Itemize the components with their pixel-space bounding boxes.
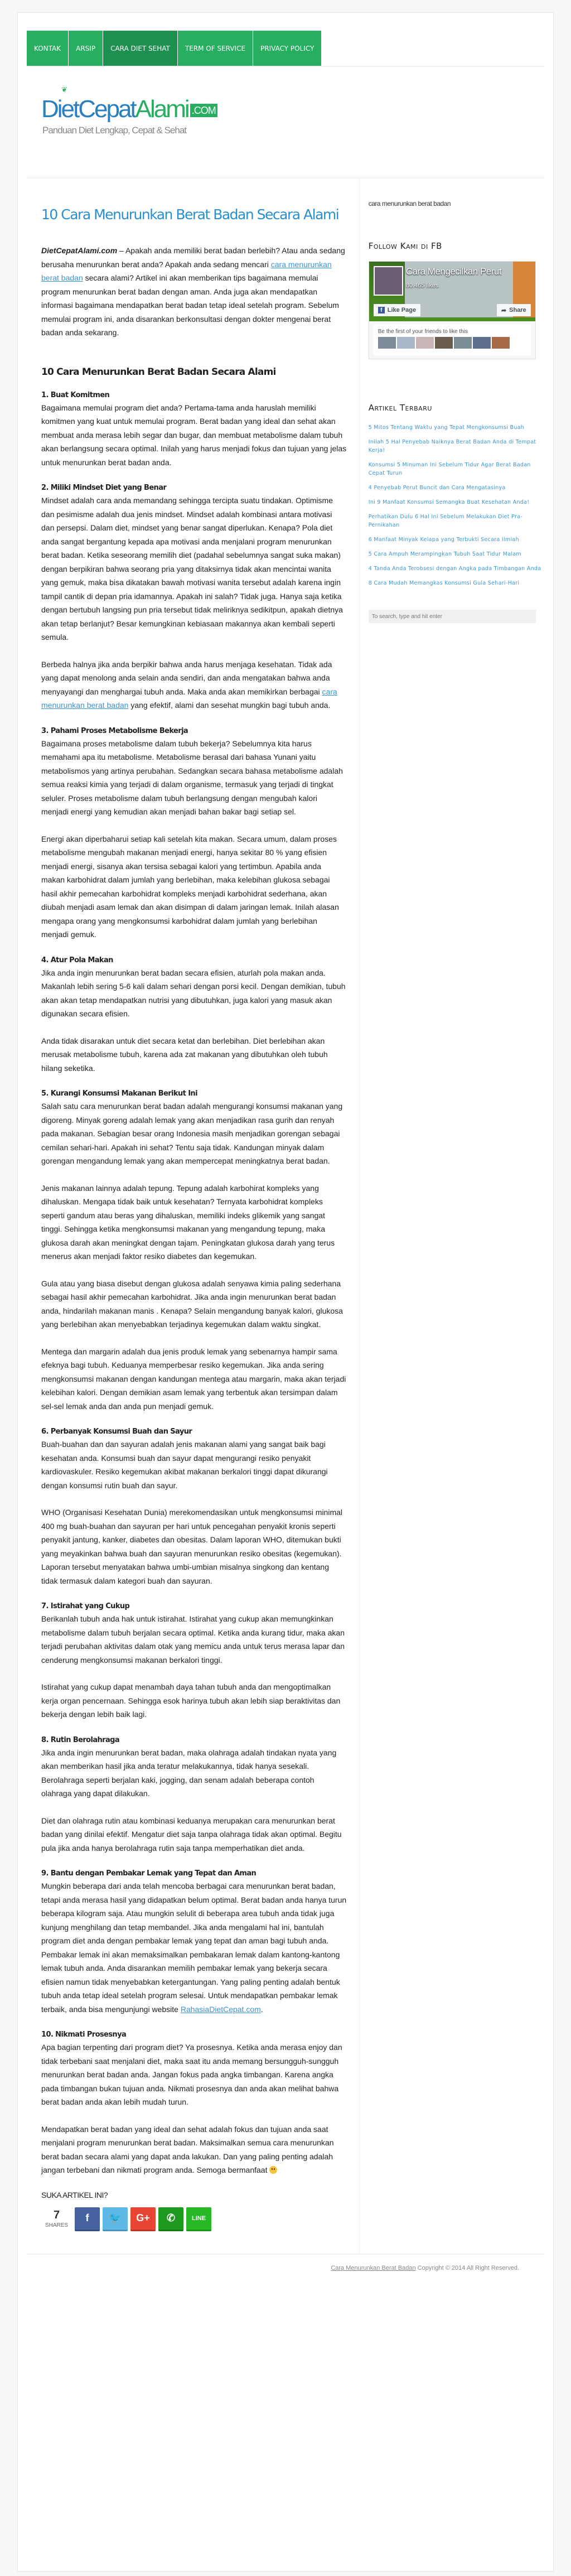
paragraph-text: Bagaimana memulai program diet anda? Pertama-tama anda haruslah memiliki komitmen yang kuat untuk memulai program. Berat badan yang ideal dan sehat akan membuat anda merasa lebih segar dan bugar, dan membuat metabolisme dalam tubuh akan berlangsung secara optimal. Inilah yang harus menjadi fokus dan tujuan yang jelas untuk menurunkan berat badan anda. [41, 403, 347, 467]
main-content [27, 179, 360, 2254]
inline-link[interactable]: cara menurunkan berat badan [41, 259, 332, 282]
google-plus-share-button[interactable] [130, 2207, 156, 2231]
sidebar-keyword: cara menurunkan berat badan [368, 200, 451, 208]
recent-article-item [369, 483, 544, 491]
paragraph [41, 1746, 347, 1801]
paragraph-text: Apa bagian terpenting dari program diet? Ya prosesnya. Ketika anda merasa enjoy dan tidak terbebani saat menjalani diet, maka saat itu anda memang bersungguh-sungguh menurunkan berat badan anda. Jangan fokus pada angka timbangan. Karena angka pada timbangan bukan tujuan anda. Nikmati prosesnya dan anda akan melihat bahwa berat badan anda akan lebih mudah turun. [41, 2043, 342, 2106]
inline-link[interactable]: RahasiaDietCepat.com [180, 2004, 261, 2014]
recent-article-item [369, 498, 544, 506]
paragraph-text: secara alami? Artikel ini akan memberikan tips bagaimana memulai program menurunkan berat badan dengan aman. Anda juga akan mendapatkan informasi bagaimana mendapatkan berat badan tetap ideal setelah program. Sebelum memulai program ini, anda disarankan berkonsultasi dengan dokter mengenai berat badan anda sekarang. [41, 273, 339, 337]
friend-avatar[interactable] [454, 337, 472, 349]
share-count-label: SHARES [45, 2222, 69, 2228]
paragraph [41, 1680, 347, 1721]
paragraph-text: Mentega dan margarin adalah dua jenis produk lemak yang sebenarnya hampir sama efeknya bagi tubuh. Keduanya memperbesar resiko kegemukan. Jika anda sering mengkonsumsi makanan dengan kandungan mentega atau margarin, maka akan terjadi kelebihan kalori. Dengan demikian asam lemak yang terbentuk akan tersimpan dalam sel-sel lemak anda dan anda pun menjadi gemuk. [41, 1347, 346, 1411]
friend-avatar[interactable] [492, 337, 510, 349]
line-icon: LINE [191, 2215, 206, 2222]
section-heading: 10. Nikmati Prosesnya [41, 2030, 127, 2039]
fb-like-page-button[interactable] [374, 304, 420, 316]
share-label: SUKA ARTIKEL INI? [41, 2190, 108, 2199]
search-input[interactable] [369, 610, 536, 623]
recent-article-link[interactable]: 5 Cara Ampuh Merampingkan Tubuh Saat Tidur Malam [368, 551, 521, 557]
nav-item-arsip[interactable]: ARSIP [69, 31, 103, 66]
fb-friend-faces [378, 337, 526, 349]
share-arrow-icon: ➦ [501, 307, 507, 314]
paragraph-text: Mendapatkan berat badan yang ideal dan sehat adalah fokus dan tujuan anda saat menjalani program menurunkan berat badan. Maksimalkan semua cara menurunkan berat badan secara alami yang dapat anda lakukan. Dan yang paling penting adalah jangan terbebani dan nikmati program anda. Semoga bermanfaat [41, 2124, 334, 2174]
recent-article-link[interactable]: 8 Cara Mudah Memangkas Konsumsi Gula Sehari-Hari [368, 580, 520, 586]
friend-avatar[interactable] [473, 337, 491, 349]
whatsapp-share-button[interactable] [158, 2207, 183, 2231]
paragraph-text: Salah satu cara menurunkan berat badan adalah mengurangi konsumsi makanan yang digoreng. Minyak goreng adalah lemak yang akan menjadikan rasa gurih dan renyah pada makanan. Sebagian besar orang Indonesia masih menjadikan gorengan sebagai cemilan sehari-hari. Apakah ini sehat? Tentu saja tidak. Kandungan minyak dalam gorengan mengandung lemak yang akan mempercepat meningkatnya berat badan. [41, 1102, 343, 1165]
recent-article-item [369, 460, 544, 477]
recent-article-link[interactable]: 4 Tanda Anda Terobsesi dengan Angka pada Timbangan Anda [368, 566, 541, 572]
paragraph [41, 401, 347, 470]
recent-articles-list [369, 423, 544, 587]
fb-widget-title: Follow Kami di FB [368, 241, 442, 251]
logo-name-part1: DietCepat [41, 95, 136, 123]
paragraph [41, 2040, 347, 2109]
paragraph [41, 244, 347, 340]
google-plus-icon: G+ [136, 2212, 150, 2223]
nav-item-cara-diet-sehat[interactable]: CARA DIET SEHAT [103, 31, 178, 66]
footer [27, 2254, 544, 2292]
logo-name-part2: Alami [135, 95, 188, 123]
recent-article-item [369, 549, 544, 558]
paragraph [41, 1879, 347, 2016]
section-heading: 4. Atur Pola Makan [41, 956, 113, 964]
fb-page-name[interactable]: Cara Mengecilkan Perut [405, 266, 502, 277]
nav-item-term-of-service[interactable]: TERM OF SERVICE [178, 31, 253, 66]
recent-article-item [369, 512, 544, 529]
friend-avatar[interactable] [397, 337, 415, 349]
facebook-icon: f [378, 307, 385, 313]
share-count [41, 2208, 72, 2230]
section-heading: 9. Bantu dengan Pembakar Lemak yang Tepat dan Aman [41, 1869, 257, 1878]
paragraph-text: WHO (Organisasi Kesehatan Dunia) merekomendasikan untuk mengkonsumsi minimal 400 mg buah-buahan dan sayuran per hari untuk pencegahan penyakit kronis seperti penyakit jantung, kanker, diabetes dan obesitas. Dalam laporan WHO, ditemukan bukti yang meyakinkan bahwa buah dan sayuran menurunkan resiko obesitas (kegemukan). Laporan tersebut menyatakan bahwa umbi-umbian misalnya singkong dan kentang tidak termasuk dalam kategori buah dan sayuran. [41, 1508, 343, 1585]
paragraph [41, 2122, 347, 2177]
recent-article-link[interactable]: 6 Manfaat Minyak Kelapa yang Terbukti Secara Ilmiah [368, 537, 519, 543]
fb-like-label: Like Page [387, 307, 417, 313]
whatsapp-icon: ✆ [166, 2212, 176, 2223]
recent-article-item [369, 578, 544, 587]
sidebar [360, 179, 544, 2254]
page-container [17, 12, 554, 2572]
paragraph [41, 737, 347, 819]
fb-page-avatar[interactable] [374, 266, 403, 296]
paragraph-text: Berikanlah tubuh anda hak untuk istirahat. Istirahat yang cukup akan memungkinkan metabolisme dalam tubuh berjalan secara optimal. Ketika anda kurang tidur, maka akan terjadi perubahan aktivitas dalam otak yang memicu anda untuk terus merasa lapar dan cenderung mengkonsumsi makanan berkalori tinggi. [41, 1614, 345, 1665]
paragraph-text: yang efektif, alami dan sesehat mungkin bagi tubuh anda. [128, 701, 331, 710]
paragraph-text: – Apakah anda memiliki berat badan berlebih? Atau anda sedang berusaha menurunkan berat anda? Apakah anda sedang mencari [41, 246, 345, 269]
section-heading: 2. Miliki Mindset Diet yang Benar [41, 484, 167, 492]
smiley-icon [269, 2166, 277, 2174]
friend-avatar[interactable] [435, 337, 453, 349]
paragraph [41, 1034, 347, 1075]
fb-friends-box [374, 324, 531, 355]
recent-article-link[interactable]: Konsumsi 5 Minuman Ini Sebelum Tidur Agar Berat Badan Cepat Turun [368, 462, 531, 476]
paragraph [41, 1181, 347, 1263]
article-body [41, 244, 347, 2177]
fb-share-label: Share [509, 307, 526, 313]
section-heading: 3. Pahami Proses Metabolisme Bekerja [41, 726, 188, 735]
section-heading: 6. Perbanyak Konsumsi Buah dan Sayur [41, 1427, 192, 1436]
recent-article-item [369, 437, 544, 454]
logo-com: .COM [190, 104, 217, 117]
recent-article-item [369, 535, 544, 543]
recent-articles-title: Artikel Terbaru [368, 403, 432, 413]
paragraph [41, 1612, 347, 1667]
logo-wordmark [41, 86, 217, 124]
inline-link[interactable]: cara menurunkan berat badan [41, 687, 337, 710]
recent-article-link[interactable]: Perhatikan Dulu 6 Hal Ini Sebelum Melakukan Diet Pra-Pernikahan [368, 514, 523, 528]
paragraph-text: Istirahat yang cukup dapat menambah daya tahan tubuh anda dan mengoptimalkan kerja organ pencernaan. Sehingga esok harinya tubuh akan lebih siap beraktivitas dan bekerja dengan lebih baik lagi. [41, 1682, 341, 1719]
paragraph-text: Jika anda ingin menurunkan berat badan, maka olahraga adalah tindakan nyata yang akan memberikan hasil jika anda teratur melakukannya, tidak hanya sesekali. Berolahraga seperti berjalan kaki, jogging, dan senam adalah beberapa contoh olahraga yang dapat dilakukan. [41, 1748, 337, 1798]
paragraph-text: Jika anda ingin menurunkan berat badan secara efisien, aturlah pola makan anda. Makanlah lebih sering 5-6 kali dalam sehari dengan porsi kecil. Dengan demikian, tubuh akan akan tetap mendapatkan nutrisi yang dibutuhkan, juga kalori yang masuk akan digunakan secara efisien. [41, 968, 346, 1018]
fb-friends-text: Be the first of your friends to like this [378, 329, 468, 335]
site-name-emphasis: DietCepatAlami.com [41, 246, 118, 255]
friend-avatar[interactable] [416, 337, 434, 349]
recent-article-item [369, 423, 544, 431]
paragraph-text: Mungkin beberapa dari anda telah mencoba berbagai cara menurunkan berat badan, tetapi anda merasa hasil yang didapatkan belum optimal. Berat badan anda hanya turun beberapa kilogram saja. Atau mungkin selulit di beberapa area tubuh anda tidak juga kunjung menghilang dan tetap membandel. Jika anda mengalami hal ini, bantulah program diet anda dengan pembakar lemak yang tepat dan aman bagi tubuh anda. Pembakar lemak ini akan memaksimalkan pembakaran lemak dalam kantong-kantong lemak tubuh anda. Anda disarankan memilih pembakar lemak yang bekerja secara efisien namun tidak menyebabkan ketergantungan. Yang paling penting adalah bentuk tubuh anda tetap ideal setelah program selesai. Untuk mendapatkan pembakar lemak terbaik, anda bisa mengunjungi website [41, 1882, 347, 2014]
footer-home-link[interactable]: Cara Menurunkan Berat Badan [331, 2264, 416, 2271]
paragraph-text: Gula atau yang biasa disebut dengan glukosa adalah senyawa kimia paling sederhana sebagai hasil akhir pemecahan karbohidrat. Jika anda ingin menurunkan berat badan anda, hindarilah makanan manis . Kenapa? Selain mengandung banyak kalori, glukosa yang berlebihan akan menyebabkan terjadinya kegemukan dalam waktu singkat. [41, 1279, 343, 1329]
paragraph [41, 1345, 347, 1414]
paragraph [41, 1506, 347, 1588]
site-logo[interactable] [27, 67, 544, 179]
recent-article-item [369, 564, 544, 572]
line-share-button[interactable] [186, 2207, 211, 2231]
paragraph [41, 966, 347, 1021]
paragraph [41, 494, 347, 644]
section-heading: 7. Istirahat yang Cukup [41, 1602, 130, 1610]
paragraph-text: Diet dan olahraga rutin atau kombinasi keduanya merupakan cara menurunkan berat badan yang dinilai efektif. Mengatur diet saja tanpa olahraga tidak akan optimal. Begitu pula jika anda hanya berolahraga rutin saja tanpa memperhatikan diet anda. [41, 1816, 342, 1853]
recent-article-link[interactable]: Inilah 5 Hal Penyebab Naiknya Berat Badan Anda di Tempat Kerja! [368, 439, 536, 454]
fb-share-button[interactable] [497, 304, 531, 316]
recent-article-link[interactable]: Ini 9 Manfaat Konsumsi Semangka Buat Kesehatan Anda! [368, 499, 530, 505]
paragraph [41, 658, 347, 712]
nav-item-kontak[interactable]: KONTAK [27, 31, 69, 66]
facebook-page-widget [369, 261, 536, 359]
recent-article-link[interactable]: 4 Penyebab Perut Buncit dan Cara Mengatasinya [368, 485, 506, 491]
friend-avatar[interactable] [378, 337, 396, 349]
paragraph-text: Jenis makanan lainnya adalah tepung. Tepung adalah karbohirat kompleks yang dihaluskan. Mengapa tidak baik untuk kesehatan? Ternyata karbohidrat kompleks seperti gandum atau beras yang dihaluskan, memiliki indeks glikemik yang sangat tinggi. Sehingga ketika mengkonsumsi makanan yang mengandung tepung, maka glukosa darah akan meningkat dengan tajam. Peningkatan glukosa darah yang terus menerus akan menjadi faktor resiko diabetes dan kegemukan. [41, 1183, 335, 1261]
section-heading: 8. Rutin Berolahraga [41, 1735, 120, 1744]
paragraph [41, 1099, 347, 1168]
logo-tagline: Panduan Diet Lengkap, Cepat & Sehat [42, 125, 186, 136]
paragraph [41, 1437, 347, 1492]
paragraph-text: Bagaimana proses metabolisme dalam tubuh bekerja? Sebelumnya kita harus memahami apa itu metabolisme. Metabolisme berasal dari bahasa Yunani yaitu metabolismos yang artinya perubahan. Sedangkan secara bahasa metabolisme adalah semua reaksi kimia yang terjadi di dalam organisme, termasuk yang terjadi di tingkat seluler. Proses metabolisme dalam tubuh berlangsung dengan mengubah kalori menjadi energi yang kemudian akan menjadi bahan bakar bagi setiap sel. [41, 739, 343, 816]
article-subtitle: 10 Cara Menurunkan Berat Badan Secara Alami [41, 366, 276, 378]
paragraph-text: . [260, 2004, 263, 2014]
twitter-share-button[interactable] [103, 2207, 128, 2231]
nav-item-privacy-policy[interactable]: PRIVACY POLICY [253, 31, 322, 66]
paragraph-text: Mindset adalah cara anda memandang sehingga tercipta suatu tindakan. Optimisme dan pesimisme adalah dua jenis mindset. Mindset adalah kombinasi antara motivasi dan persepsi. Dalam diet, mindset yang benar sangat diperlukan. Kenapa? Pola diet anda sangat bergantung kepada apa motivasi anda menjalani program menurunkan berat badan. Ketika seseorang memilih diet (padahal sebelumnya sangat suka makan) dengan berpikiran bahwa seorang pria yang ditaksirnya tidak akan mencintai wanita yang gemuk, maka bisa dikatakan bawah motivasi wanita tersebut adalah karena ingin tampil cantik di depan pria idamannya. Apakah ini salah? Tidak juga. Hanya saja ketika dengan bertubuh langsing pun pria tersebut tidak meliriknya sedikitpun, apakah dietnya akan tetap berlanjut? Besar kemungkinan kebiasaan makannya akan kembali seperti semula. [41, 496, 343, 641]
paragraph-text: Buah-buahan dan dan sayuran adalah jenis makanan alami yang sangat baik bagi kesehatan anda. Konsumsi buah dan sayur dapat mengurangi resiko penyakit kardiovaskuler. Resiko kegemukan akibat makanan berkalori tinggi dapat dikurangi dengan konsumsi rutin buah dan sayur. [41, 1440, 328, 1490]
paragraph-text: Energi akan diperbaharui setiap kali setelah kita makan. Secara umum, dalam proses metabolisme mengubah makanan menjadi energi, hanya sekitar 80 % yang efisien menjadi energi, sisanya akan tersisa sebagai kalori yang tertimbun. Apabila anda makan karbohidrat dalam jumlah yang berlebihan, maka kelebihan glukosa sebagai hasil akhir pemecahan karbohidrat kompleks menjadi karbohidrat sederhana, akan diubah menjadi asam lemak dan akan disimpan di dalam jaringan lemak. Inilah alasan mengapa orang yang mengkonsumsi karbohidrat dalam jumlah yang berlebihan menjadi gemuk. [41, 834, 339, 939]
facebook-icon: f [85, 2212, 89, 2223]
twitter-icon: 🐦 [109, 2212, 122, 2223]
paragraph-text: Anda tidak disarakan untuk diet secara ketat dan berlebihan. Diet berlebihan akan merusak metabolisme tubuh, karena ada zat makanan yang dibutuhkan oleh tubuh hilang seketika. [41, 1036, 328, 1073]
section-heading: 5. Kurangi Konsumsi Makanan Berikut Ini [41, 1089, 197, 1098]
footer-copyright: Copyright © 2014 All Right Reserved. [415, 2264, 519, 2271]
paragraph [41, 832, 347, 942]
leaf-icon: ❦ [61, 85, 67, 94]
share-count-number: 7 [53, 2209, 60, 2221]
fb-cover-image[interactable] [369, 262, 535, 321]
paragraph-text: Berbeda halnya jika anda berpikir bahwa anda harus menjaga kesehatan. Tidak ada yang dapat menolong anda selain anda sendiri, dan anda mengatakan bahwa anda menyayangi dan menghargai tubuh anda. Maka anda akan memikirkan berbagai [41, 659, 332, 696]
paragraph [41, 1277, 347, 1332]
share-bar [41, 2207, 347, 2231]
section-heading: 1. Buat Komitmen [41, 390, 110, 399]
post-title[interactable]: 10 Cara Menurunkan Berat Badan Secara Alami [41, 206, 339, 223]
facebook-share-button[interactable] [75, 2207, 100, 2231]
top-navigation [27, 31, 544, 67]
paragraph [41, 1814, 347, 1855]
fb-page-likes: 80.465 likes [405, 282, 439, 289]
recent-article-link[interactable]: 5 Mitos Tentang Waktu yang Tepat Mengkonsumsi Buah [368, 424, 525, 431]
